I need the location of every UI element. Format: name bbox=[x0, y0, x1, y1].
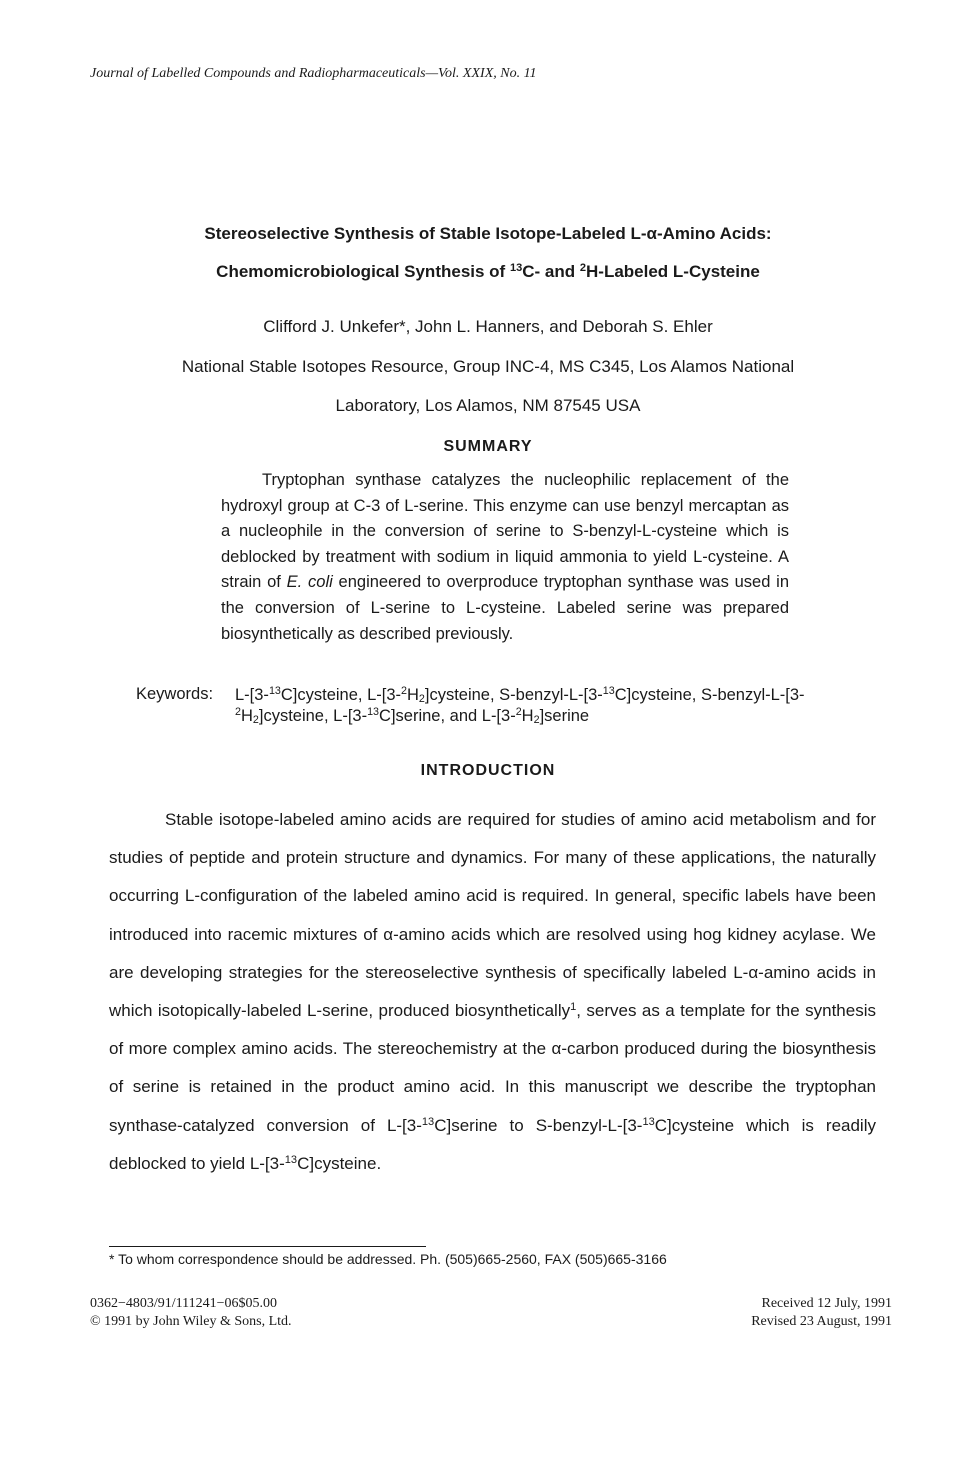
summary-text: Tryptophan synthase catalyzes the nucleophilic replacement of the hydroxyl group at C-3 of L-serine. This enzyme can use benzyl mercaptan as a nucleophile in the conversion of serine to S-benzyl-L-cysteine which is deblocked by treatment with sodium in liquid ammonia to yield L-cysteine. A strain of E. coli engineered to overproduce tryptophan synthase was used in the conversion of L-serine to L-cysteine. Labeled serine was prepared biosynthetically as described previously. bbox=[221, 471, 789, 643]
received-dates bbox=[751, 1295, 892, 1331]
copyright: © 1991 by John Wiley & Sons, Ltd. bbox=[90, 1314, 292, 1329]
footnote: * To whom correspondence should be addressed. Ph. (505)665-2560, FAX (505)665-3166 bbox=[109, 1251, 667, 1267]
publication-code: 0362−4803/91/111241−06$05.00 bbox=[90, 1296, 278, 1311]
title-line-1: Stereoselective Synthesis of Stable Isotope-Labeled L-α-Amino Acids: bbox=[204, 224, 772, 243]
introduction-heading: INTRODUCTION bbox=[420, 762, 556, 779]
affiliation-line-2: Laboratory, Los Alamos, NM 87545 USA bbox=[335, 396, 641, 415]
received-date: Received 12 July, 1991 bbox=[761, 1296, 892, 1311]
authors: Clifford J. Unkefer*, John L. Hanners, and Deborah S. Ehler bbox=[263, 317, 713, 336]
affiliation-line-1: National Stable Isotopes Resource, Group INC-4, MS C345, Los Alamos National bbox=[181, 357, 795, 376]
keywords-label: Keywords: bbox=[136, 685, 214, 703]
summary-heading: SUMMARY bbox=[443, 438, 533, 455]
revised-date: Revised 23 August, 1991 bbox=[751, 1314, 892, 1329]
introduction-text: Stable isotope-labeled amino acids are required for studies of amino acid metabolism and for studies of peptide and protein structure and dynamics. For many of these applications, the naturally occurring L-configuration of the labeled amino acid is required. In general, specific labels have been introduced into racemic mixtures of α-amino acids which are resolved using hog kidney acylase. We are developing strategies for the stereoselective synthesis of specifically labeled L-α-amino acids in which isotopically-labeled L-serine, produced biosynthetically$^1$, serves as a template for the synthesis of more complex amino acids. The stereochemistry at the α-carbon produced during the biosynthesis of serine is retained in the product amino acid. In this manuscript we describe the tryptophan synthase-catalyzed conversion of L-[3-$^{13}$C]serine to S-benzyl-L-[3-$^{13}$C]cysteine which is readily deblocked to yield L-[3-$^{13}$C]cysteine. bbox=[109, 810, 876, 1173]
keywords-list: L-[3-$^{13}$C]cysteine, $L-[3-^2H_2]cysteine$, S-benzyl-L-[3-$^{13}$C]cysteine, $S-benzyl-L-[3-^2H_2]cysteine$, L-[3-$^{13}$C]serine, and $L-[3-^2H_2]serine$ bbox=[235, 685, 805, 727]
publication-info bbox=[90, 1295, 292, 1331]
footnote-rule bbox=[109, 1246, 426, 1247]
title-line-2: Chemomicrobiological Synthesis of $^{13}$C- and $^2$H-Labeled L-Cysteine bbox=[216, 261, 760, 281]
journal-header: Journal of Labelled Compounds and Radiopharmaceuticals—Vol. XXIX, No. 11 bbox=[90, 66, 537, 81]
